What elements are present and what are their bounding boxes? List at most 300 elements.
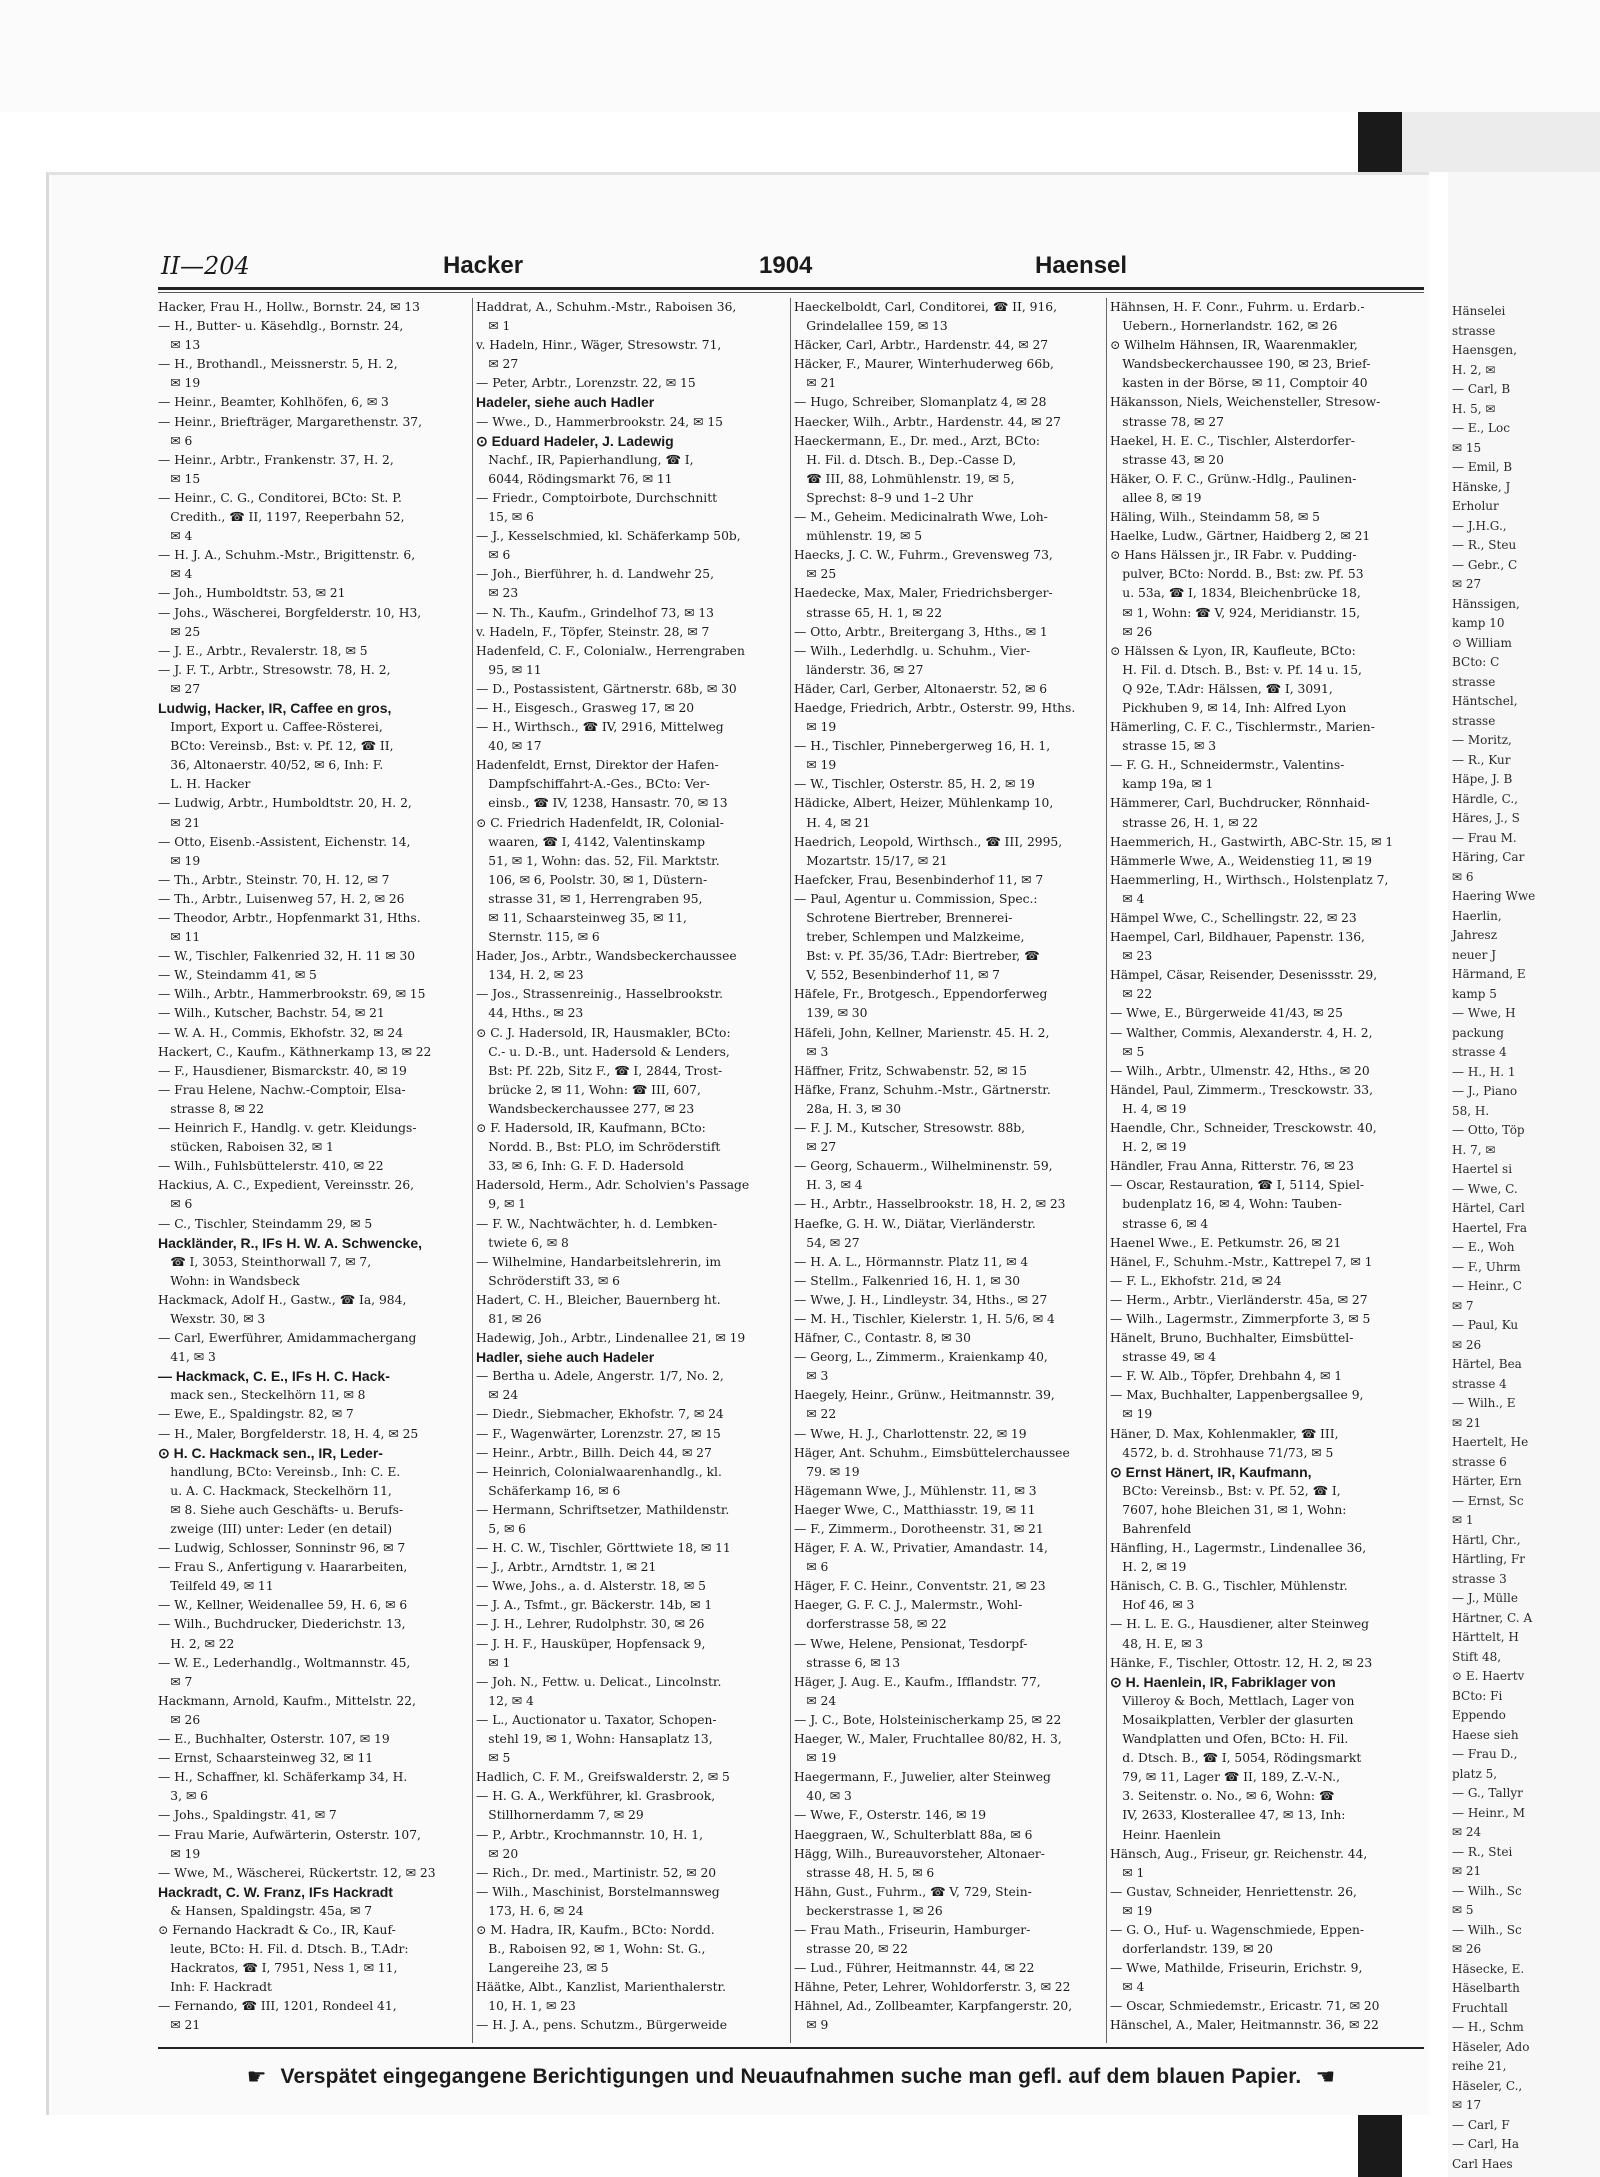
directory-entry-line: 48, H. E, ✉ 3: [1110, 1636, 1204, 1651]
directory-entry-line: Bst: Pf. 22b, Sitz F., ☎ I, 2844, Trost-: [476, 1063, 723, 1078]
directory-entry-line: mack sen., Steckelhörn 11, ✉ 8: [158, 1388, 366, 1403]
directory-entry-line: — F. G. H., Schneidermstr., Valentins-: [1110, 758, 1345, 773]
facing-page-line: H. 5, ✉: [1452, 401, 1496, 416]
facing-page-line: ✉ 21: [1452, 1864, 1482, 1878]
facing-page-line: ⊙ E. Haertv: [1452, 1669, 1525, 1683]
directory-entry-line: — H. G. A., Werkführer, kl. Grasbrook,: [476, 1789, 716, 1804]
directory-entry-line: — Ludwig, Arbtr., Humboldtstr. 20, H. 2,: [158, 796, 412, 811]
facing-page-line: ✉ 7: [1452, 1298, 1474, 1313]
directory-entry-line: — Walther, Commis, Alexanderstr. 4, H. 2,: [1110, 1025, 1373, 1040]
directory-entry-line: ✉ 26: [1110, 624, 1153, 639]
directory-entry-line: — Wwe, M., Wäscherei, Rückertstr. 12, ✉ 23: [158, 1865, 436, 1880]
directory-entry-line: Häcker, F., Maurer, Winterhuderweg 66b,: [794, 357, 1054, 372]
directory-entry-line: ✉ 6: [794, 1560, 829, 1575]
directory-entry-line: — Georg, Schauerm., Wilhelminenstr. 59,: [794, 1159, 1053, 1174]
facing-page-fragment: [1448, 172, 1600, 2177]
directory-entry-line: 81, ✉ 26: [476, 1311, 542, 1326]
directory-entry-line: — Max, Buchhalter, Lappenbergsallee 9,: [1110, 1388, 1364, 1403]
directory-entry-line: — Heinrich, Colonialwaarenhandlg., kl.: [476, 1464, 722, 1479]
facing-page-line: Härtner, C. A: [1452, 1610, 1533, 1625]
directory-entry-line: Hadewig, Joh., Arbtr., Lindenallee 21, ✉ 19: [476, 1331, 746, 1346]
directory-entry-line: ⊙ F. Hadersold, IR, Kaufmann, BCto:: [476, 1121, 706, 1136]
facing-page-line: Stift 48,: [1452, 1649, 1502, 1664]
directory-entry-line: ✉ 21: [158, 815, 201, 830]
directory-entry-line: strasse 43, ✉ 20: [1110, 452, 1224, 467]
directory-entry-line: C.- u. D.-B., unt. Hadersold & Lenders,: [476, 1044, 730, 1059]
facing-page-line: — Wwe, C.: [1452, 1181, 1518, 1196]
directory-entry-line: 6044, Rödingsmarkt 76, ✉ 11: [476, 471, 673, 486]
facing-page-line: — J., Piano: [1452, 1084, 1518, 1098]
directory-entry-line: waaren, ☎ I, 4142, Valentinskamp: [476, 834, 706, 849]
directory-entry-line: 28a, H. 3, ✉ 30: [794, 1101, 902, 1116]
directory-entry-line: Hänfling, H., Lagermstr., Lindenallee 36,: [1110, 1541, 1367, 1556]
directory-entry-line: — Oscar, Restauration, ☎ I, 5114, Spiel-: [1110, 1178, 1365, 1193]
directory-entry-line: ✉ 3: [794, 1044, 829, 1059]
directory-entry-line: Hähne, Peter, Lehrer, Wohldorferstr. 3, ✉ 22: [794, 1980, 1071, 1995]
directory-entry-line: — Joh., Bierführer, h. d. Landwehr 25,: [476, 567, 714, 582]
directory-entry-line: ☎ III, 88, Lohmühlenstr. 19, ✉ 5,: [794, 471, 1015, 486]
directory-entry-line: ✉ 26: [158, 1712, 201, 1727]
directory-entry-line: ⊙ H. C. Hackmack sen., IR, Leder-: [158, 1444, 383, 1461]
directory-entry-line: — H. A. L., Hörmannstr. Platz 11, ✉ 4: [794, 1254, 1029, 1269]
directory-entry-line: 3, ✉ 6: [158, 1789, 208, 1804]
directory-entry-line: Hägemann Wwe, J., Mühlenstr. 11, ✉ 3: [794, 1483, 1037, 1498]
directory-entry-line: Häkansson, Niels, Weichensteller, Stresow-: [1110, 395, 1381, 410]
header-rule-thin: [158, 292, 1424, 293]
page-number: II—204: [161, 252, 250, 280]
facing-page-line: — Moritz,: [1452, 733, 1512, 747]
entry-columns: [158, 298, 1424, 2038]
facing-page-line: Häntschel,: [1452, 694, 1518, 708]
directory-entry-line: IV, 2633, Klosterallee 47, ✉ 13, Inh:: [1110, 1808, 1346, 1823]
facing-page-line: — Carl, F: [1452, 2117, 1510, 2132]
facing-page-line: Hänssigen,: [1452, 596, 1520, 611]
directory-entry-line: — Paul, Agentur u. Commission, Spec.:: [794, 891, 1038, 906]
directory-entry-line: Hackratos, ☎ I, 7951, Ness 1, ✉ 11,: [158, 1961, 398, 1976]
directory-entry-line: — Otto, Eisenb.-Assistent, Eichenstr. 14,: [158, 834, 411, 849]
directory-entry-line: Häder, Carl, Gerber, Altonaerstr. 52, ✉ 6: [794, 681, 1048, 696]
facing-page-line: strasse: [1452, 323, 1496, 338]
directory-entry-line: — H., Tischler, Pinnebergerweg 16, H. 1,: [794, 739, 1051, 754]
directory-entry-line: BCto: Vereinsb., Bst: v. Pf. 12, ☎ II,: [158, 739, 394, 754]
directory-entry-line: ✉ 19: [1110, 1407, 1153, 1422]
directory-entry-line: — Otto, Arbtr., Breitergang 3, Hths., ✉ 1: [794, 624, 1048, 639]
directory-entry-line: H. 2, ✉ 22: [158, 1636, 235, 1651]
directory-entry-line: — Friedr., Comptoirbote, Durchschnitt: [476, 490, 718, 505]
directory-entry-line: — Wwe., D., Hammerbrookstr. 24, ✉ 15: [476, 414, 723, 429]
facing-page-line: ✉ 1: [1452, 1513, 1474, 1527]
directory-entry-line: Hänke, F., Tischler, Ottostr. 12, H. 2, ✉ 23: [1110, 1655, 1373, 1670]
directory-entry-line: stehl 19, ✉ 1, Wohn: Hansaplatz 13,: [476, 1732, 713, 1747]
directory-entry-line: ✉ 5: [1110, 1044, 1145, 1059]
column-separator: [1106, 298, 1107, 2043]
directory-entry-line: ⊙ Eduard Hadeler, J. Ladewig: [476, 432, 674, 449]
facing-page-line: Haerlin,: [1452, 908, 1502, 923]
directory-entry-line: — Frau Marie, Aufwärterin, Osterstr. 107,: [158, 1827, 421, 1842]
directory-entry-line: strasse 8, ✉ 22: [158, 1101, 265, 1116]
directory-entry-line: Haeggraen, W., Schulterblatt 88a, ✉ 6: [794, 1827, 1033, 1842]
facing-page-line: Häseler, C.,: [1452, 2078, 1523, 2093]
directory-entry-line: Langereihe 23, ✉ 5: [476, 1961, 609, 1976]
directory-entry-line: [158, 2036, 466, 2038]
directory-entry-line: 7607, hohe Bleichen 31, ✉ 1, Wohn:: [1110, 1502, 1347, 1517]
directory-entry-line: — Wilh., Lederhdlg. u. Schuhm., Vier-: [794, 643, 1031, 658]
directory-entry-line: budenplatz 16, ✉ 4, Wohn: Tauben-: [1110, 1197, 1342, 1212]
facing-page-line: H. 2, ✉: [1452, 362, 1496, 377]
directory-entry-line: Hämpel Wwe, C., Schellingstr. 22, ✉ 23: [1110, 911, 1357, 925]
facing-page-line: — J.H.G.,: [1452, 518, 1507, 533]
directory-entry-line: Teilfeld 49, ✉ 11: [158, 1579, 274, 1594]
facing-page-line: — Frau M.: [1452, 830, 1517, 845]
directory-entry-line: ✉ 20: [476, 1846, 519, 1861]
directory-entry-line: Häner, D. Max, Kohlenmakler, ☎ III,: [1110, 1426, 1339, 1441]
directory-entry-line: — E., Buchhalter, Osterstr. 107, ✉ 19: [158, 1732, 390, 1747]
facing-page-line: Haertel, Fra: [1452, 1220, 1528, 1235]
directory-entry-line: ✉ 4: [158, 567, 193, 582]
facing-page-line: — Wilh., Sc: [1452, 1922, 1522, 1937]
directory-entry-line: Hader, Jos., Arbtr., Wandsbeckerchaussee: [476, 949, 737, 964]
directory-entry-line: handlung, BCto: Vereinsb., Inh: C. E.: [158, 1464, 401, 1479]
facing-page-line: Härtel, Carl: [1452, 1201, 1525, 1215]
facing-page-line: strasse 4: [1452, 1376, 1507, 1391]
directory-entry-line: — J. F. T., Arbtr., Stresowstr. 78, H. 2,: [158, 662, 391, 677]
directory-entry-line: ✉ 24: [476, 1388, 519, 1403]
directory-entry-line: Häätke, Albt., Kanzlist, Marienthalerstr.: [476, 1980, 726, 1995]
directory-entry-line: Hadersold, Herm., Adr. Scholvien's Passage: [476, 1178, 750, 1193]
facing-page-text: [1448, 172, 1600, 2177]
directory-entry-line: Haefke, G. H. W., Diätar, Vierländerstr.: [794, 1216, 1036, 1231]
directory-entry-line: 36, Altonaerstr. 40/52, ✉ 6, Inh: F.: [158, 758, 384, 773]
directory-entry-line: Haempel, Carl, Bildhauer, Papenstr. 136,: [1110, 930, 1365, 945]
directory-entry-line: V, 552, Besenbinderhof 11, ✉ 7: [794, 968, 1000, 983]
directory-entry-line: u. 53a, ☎ I, 1834, Bleichenbrücke 18,: [1110, 586, 1361, 601]
directory-entry-line: 79, ✉ 11, Lager ☎ II, 189, Z.-V.-N.,: [1110, 1770, 1341, 1785]
directory-entry-line: ☎ I, 3053, Steinthorwall 7, ✉ 7,: [158, 1254, 372, 1269]
pointing-hand-icon: ☚: [1315, 2064, 1336, 2090]
facing-page-line: strasse 4: [1452, 1045, 1507, 1059]
directory-entry-line: — Carl, Ewerführer, Amidammachergang: [158, 1331, 417, 1346]
directory-entry-line: — H., Arbtr., Hasselbrookstr. 18, H. 2, ✉ 23: [794, 1197, 1066, 1212]
directory-entry-line: ✉ 6: [158, 1197, 193, 1212]
directory-entry-line: ✉ 23: [1110, 949, 1153, 964]
directory-entry-line: stücken, Raboisen 32, ✉ 1: [158, 1140, 334, 1155]
directory-entry-line: 44, Hths., ✉ 23: [476, 1006, 584, 1021]
directory-entry-line: strasse 48, H. 5, ✉ 6: [794, 1865, 935, 1880]
directory-entry-line: — Ernst, Schaarsteinweg 32, ✉ 11: [158, 1751, 374, 1766]
directory-entry-line: — H. L. E. G., Hausdiener, alter Steinweg: [1110, 1617, 1369, 1632]
directory-entry-line: — Heinr., C. G., Conditorei, BCto: St. P.: [158, 490, 402, 505]
directory-entry-line: strasse 31, ✉ 1, Herrengraben 95,: [476, 891, 703, 906]
directory-entry-line: — Th., Arbtr., Luisenweg 57, H. 2, ✉ 26: [158, 891, 405, 906]
scan-margin-top: [0, 0, 1600, 112]
facing-page-line: — H., H. 1: [1452, 1064, 1516, 1079]
directory-entry-line: H. 2, ✉ 19: [1110, 1560, 1187, 1575]
directory-entry-line: Hägg, Wilh., Bureauvorsteher, Altonaer-: [794, 1846, 1045, 1861]
column-1: [158, 298, 466, 2038]
directory-entry-line: 9, ✉ 1: [476, 1197, 526, 1212]
directory-entry-line: 134, H. 2, ✉ 23: [476, 968, 584, 983]
directory-entry-line: — M., Geheim. Medicinalrath Wwe, Loh-: [794, 510, 1048, 525]
directory-entry-line: — J. E., Arbtr., Revalerstr. 18, ✉ 5: [158, 643, 368, 658]
directory-entry-line: — Herm., Arbtr., Vierländerstr. 45a, ✉ 27: [1110, 1292, 1368, 1307]
directory-entry-line: Wandsbeckerchaussee 277, ✉ 23: [476, 1101, 695, 1116]
directory-entry-line: — Fernando, ☎ III, 1201, Rondeel 41,: [158, 1999, 397, 2014]
facing-page-line: Jahresz: [1452, 928, 1498, 942]
directory-entry-line: strasse 65, H. 1, ✉ 22: [794, 605, 943, 620]
directory-entry-line: Haedrich, Leopold, Wirthsch., ☎ III, 2995,: [794, 834, 1063, 849]
directory-entry-line: — Rich., Dr. med., Martinistr. 52, ✉ 20: [476, 1865, 717, 1880]
directory-entry-line: Häffner, Fritz, Schwabenstr. 52, ✉ 15: [794, 1063, 1027, 1078]
directory-entry-line: ✉ 3: [794, 1369, 829, 1384]
facing-page-line: Härtel, Bea: [1452, 1357, 1522, 1371]
directory-entry-line: — F. L., Ekhofstr. 21d, ✉ 24: [1110, 1273, 1282, 1288]
facing-page-line: Eppendo: [1452, 1708, 1506, 1722]
directory-entry-line: Ludwig, Hacker, IR, Caffee en gros,: [158, 699, 392, 716]
directory-entry-line: Haeckelboldt, Carl, Conditorei, ☎ II, 916,: [794, 300, 1058, 314]
facing-page-line: Härttelt, H: [1452, 1630, 1519, 1644]
directory-entry-line: ✉ 4: [1110, 891, 1145, 906]
facing-page-line: — Otto, Töp: [1452, 1123, 1525, 1137]
directory-entry-line: 5, ✉ 6: [476, 1522, 526, 1536]
directory-entry-line: — Bertha u. Adele, Angerstr. 1/7, No. 2,: [476, 1369, 724, 1384]
directory-entry-line: pulver, BCto: Nordd. B., Bst: zw. Pf. 53: [1110, 567, 1364, 582]
directory-entry-line: Haenel Wwe., E. Petkumstr. 26, ✉ 21: [1110, 1235, 1342, 1250]
directory-entry-line: — Wilh., Maschinist, Borstelmannsweg: [476, 1884, 720, 1899]
facing-page-line: Häseler, Ado: [1452, 2039, 1530, 2054]
directory-entry-line: ⊙ Ernst Hänert, IR, Kaufmann,: [1110, 1463, 1312, 1480]
directory-entry-line: — W., Tischler, Osterstr. 85, H. 2, ✉ 19: [794, 777, 1035, 792]
directory-entry-line: Händler, Frau Anna, Ritterstr. 76, ✉ 23: [1110, 1159, 1354, 1174]
directory-entry-line: — Johs., Spaldingstr. 41, ✉ 7: [158, 1808, 337, 1823]
facing-page-line: kamp 10: [1452, 616, 1505, 630]
facing-page-line: H. 7, ✉: [1452, 1142, 1496, 1157]
directory-entry-line: — F. W. Alb., Töpfer, Drehbahn 4, ✉ 1: [1110, 1369, 1343, 1384]
facing-page-line: Härmand, E: [1452, 967, 1526, 981]
directory-entry-line: Haeger, W., Maler, Fruchtallee 80/82, H. 3,: [794, 1732, 1062, 1747]
directory-entry-line: — C., Tischler, Steindamm 29, ✉ 5: [158, 1216, 373, 1231]
directory-entry-line: Häfeli, John, Kellner, Marienstr. 45. H. 2,: [794, 1025, 1050, 1040]
directory-entry-line: ✉ 6: [476, 548, 511, 563]
directory-entry-line: ✉ 25: [158, 624, 201, 639]
directory-entry-line: — F., Zimmerm., Dorotheenstr. 31, ✉ 21: [794, 1522, 1044, 1536]
facing-page-line: — G., Tallyr: [1452, 1786, 1523, 1800]
directory-entry-line: ✉ 19: [1110, 1903, 1153, 1918]
directory-entry-line: — Hermann, Schriftsetzer, Mathildenstr.: [476, 1502, 730, 1517]
directory-entry-line: — Ewe, E., Spaldingstr. 82, ✉ 7: [158, 1407, 354, 1422]
directory-entry-line: ✉ 27: [158, 681, 201, 696]
directory-entry-line: Haefcker, Frau, Besenbinderhof 11, ✉ 7: [794, 872, 1044, 887]
directory-entry-line: Q 92e, T.Adr: Hälssen, ☎ I, 3091,: [1110, 681, 1333, 696]
directory-entry-line: — Wwe, Mathilde, Friseurin, Erichstr. 9,: [1110, 1961, 1363, 1976]
column-3: [794, 298, 1102, 2038]
header-rule: [158, 287, 1424, 290]
directory-entry-line: Haecks, J. C. W., Fuhrm., Grevensweg 73,: [794, 548, 1053, 563]
directory-entry-line: länderstr. 36, ✉ 27: [794, 662, 924, 677]
directory-entry-line: Hadert, C. H., Bleicher, Bauernberg ht.: [476, 1292, 721, 1307]
directory-entry-line: & Hansen, Spaldingstr. 45a, ✉ 7: [158, 1903, 373, 1918]
directory-entry-line: Bst: v. Pf. 35/36, T.Adr: Biertreber, ☎: [794, 949, 1040, 964]
directory-entry-line: beckerstrasse 1, ✉ 26: [794, 1903, 943, 1918]
directory-entry-line: — Frau S., Anfertigung v. Haararbeiten,: [158, 1560, 408, 1575]
facing-page-line: ✉ 27: [1452, 577, 1482, 591]
directory-entry-line: Hänisch, C. B. G., Tischler, Mühlenstr.: [1110, 1579, 1348, 1594]
directory-entry-line: — Wilh., Fuhlsbüttelerstr. 410, ✉ 22: [158, 1159, 384, 1174]
directory-entry-line: Haemmerling, H., Wirthsch., Holstenplatz 7,: [1110, 872, 1389, 887]
facing-page-line: kamp 5: [1452, 986, 1497, 1001]
directory-entry-line: Hadeler, siehe auch Hadler: [476, 394, 655, 411]
directory-entry-line: 54, ✉ 27: [794, 1235, 860, 1250]
directory-entry-line: — J., Arbtr., Arndtstr. 1, ✉ 21: [476, 1560, 657, 1575]
directory-entry-line: Haelke, Ludw., Gärtner, Haidberg 2, ✉ 21: [1110, 529, 1371, 544]
facing-page-line: strasse: [1452, 674, 1496, 689]
directory-entry-line: dorferstrasse 58, ✉ 22: [794, 1617, 947, 1632]
directory-entry-line: — Ludwig, Schlosser, Sonninstr 96, ✉ 7: [158, 1541, 406, 1556]
facing-page-line: Häring, Car: [1452, 850, 1525, 864]
directory-entry-line: H. Fil. d. Dtsch. B., Dep.-Casse D,: [794, 452, 1017, 467]
directory-entry-line: Hadlich, C. F. M., Greifswalderstr. 2, ✉ 5: [476, 1770, 730, 1785]
directory-entry-line: — H., Schaffner, kl. Schäferkamp 34, H.: [158, 1770, 408, 1785]
directory-entry-line: — Wwe, Johs., a. d. Alsterstr. 18, ✉ 5: [476, 1579, 706, 1594]
directory-entry-line: 40, ✉ 3: [794, 1789, 852, 1804]
directory-entry-line: Haedge, Friedrich, Arbtr., Osterstr. 99, Hths.: [794, 700, 1076, 715]
directory-entry-line: — Heinr., Arbtr., Frankenstr. 37, H. 2,: [158, 452, 394, 467]
directory-entry-line: Hadenfeld, C. F., Colonialw., Herrengraben: [476, 643, 745, 658]
directory-entry-line: Häger, F. A. W., Privatier, Amandastr. 14,: [794, 1541, 1048, 1556]
facing-page-line: — R., Stei: [1452, 1844, 1513, 1859]
directory-entry-line: ✉ 8. Siehe auch Geschäfts- u. Berufs-: [158, 1502, 404, 1517]
facing-page-line: — H., Schm: [1452, 2020, 1524, 2034]
facing-page-line: BCto: C: [1452, 655, 1500, 669]
footer-text: Verspätet eingegangene Berichtigungen und Neuaufnahmen suche man gefl. auf dem blauen Papier.: [280, 2065, 1302, 2088]
directory-entry-line: allee 8, ✉ 19: [1110, 490, 1202, 505]
directory-entry-line: Häker, O. F. C., Grünw.-Hdlg., Paulinen-: [1110, 471, 1357, 486]
directory-entry-line: Wandplatten und Ofen, BCto: H. Fil.: [1110, 1732, 1349, 1747]
directory-entry-line: Sternstr. 115, ✉ 6: [476, 930, 600, 945]
facing-page-line: — Wwe, H: [1452, 1006, 1516, 1020]
facing-page-line: — F., Uhrm: [1452, 1259, 1521, 1274]
directory-entry-line: 79. ✉ 19: [794, 1464, 860, 1479]
directory-entry-line: — F., Wagenwärter, Lorenzstr. 27, ✉ 15: [476, 1426, 721, 1441]
directory-entry-line: — Wilh., Kutscher, Bachstr. 54, ✉ 21: [158, 1006, 385, 1021]
directory-entry-line: Haendle, Chr., Schneider, Tresckowstr. 40,: [1110, 1121, 1377, 1136]
facing-page-line: — Carl, Ha: [1452, 2137, 1519, 2151]
directory-entry-line: 33, ✉ 6, Inh: G. F. D. Hadersold: [476, 1159, 684, 1174]
directory-entry-line: ✉ 6: [158, 433, 193, 448]
facing-page-line: strasse: [1452, 713, 1496, 728]
directory-entry-line: Häling, Wilh., Steindamm 58, ✉ 5: [1110, 510, 1320, 525]
directory-entry-line: Häfner, C., Contastr. 8, ✉ 30: [794, 1331, 971, 1346]
directory-entry-line: — H. J. A., Schuhm.-Mstr., Brigittenstr. 6,: [158, 548, 416, 563]
directory-entry-line: strasse 26, H. 1, ✉ 22: [1110, 815, 1259, 830]
directory-entry-line: ⊙ Hans Hälssen jr., IR Fabr. v. Pudding-: [1110, 548, 1357, 563]
directory-entry-line: ✉ 19: [794, 1751, 837, 1766]
facing-page-line: platz 5,: [1452, 1766, 1498, 1781]
facing-page-line: — Paul, Ku: [1452, 1318, 1519, 1332]
directory-entry-line: brücke 2, ✉ 11, Wohn: ☎ III, 607,: [476, 1082, 701, 1097]
directory-entry-line: — Hackmack, C. E., IFs H. C. Hack-: [158, 1368, 390, 1385]
facing-page-line: Erholur: [1452, 499, 1499, 513]
directory-entry-line: Haddrat, A., Schuhm.-Mstr., Raboisen 36,: [476, 300, 737, 314]
directory-entry-line: ✉ 27: [476, 357, 519, 372]
directory-entry-line: — Heinrich F., Handlg. v. getr. Kleidungs-: [158, 1121, 417, 1136]
facing-page-line: ✉ 21: [1452, 1415, 1482, 1430]
directory-entry-line: Wandsbeckerchaussee 190, ✉ 23, Brief-: [1110, 357, 1371, 372]
directory-entry-line: Händel, Paul, Zimmerm., Tresckowstr. 33,: [1110, 1082, 1374, 1097]
facing-page-line: — J., Mülle: [1452, 1591, 1518, 1605]
column-4: [1110, 298, 1424, 2038]
facing-page-line: ✉ 15: [1452, 440, 1482, 455]
facing-page-line: — Heinr., M: [1452, 1805, 1526, 1820]
directory-entry-line: 95, ✉ 11: [476, 662, 542, 677]
facing-page-line: — E., Woh: [1452, 1240, 1515, 1254]
footer-notice: [158, 2057, 1424, 2097]
facing-page-line: Häres, J., S: [1452, 811, 1520, 825]
directory-entry-line: Hähnel, Ad., Zollbeamter, Karpfangerstr. 20,: [794, 1999, 1073, 2014]
facing-page-line: strasse 3: [1452, 1571, 1507, 1586]
directory-entry-line: Hackländer, R., IFs H. W. A. Schwencke,: [158, 1234, 423, 1251]
directory-entry-line: H. Fil. d. Dtsch. B., Bst: v. Pf. 14 u. 15,: [1110, 662, 1362, 677]
directory-year: 1904: [759, 252, 813, 279]
facing-page-line: ✉ 26: [1452, 1337, 1482, 1352]
directory-entry-line: ✉ 1, Wohn: ☎ V, 924, Meridianstr. 15,: [1110, 605, 1361, 620]
directory-entry-line: — Theodor, Arbtr., Hopfenmarkt 31, Hths.: [158, 911, 421, 925]
directory-entry-line: strasse 49, ✉ 4: [1110, 1350, 1217, 1365]
directory-entry-line: — F. W., Nachtwächter, h. d. Lembken-: [476, 1216, 718, 1231]
directory-entry-line: 106, ✉ 6, Poolstr. 30, ✉ 1, Düstern-: [476, 872, 708, 887]
directory-entry-line: Schrotene Biertreber, Brennerei-: [794, 911, 1013, 925]
directory-entry-line: 40, ✉ 17: [476, 739, 542, 754]
directory-entry-line: Hackert, C., Kaufm., Käthnerkamp 13, ✉ 22: [158, 1044, 432, 1059]
directory-entry-line: ⊙ Hälssen & Lyon, IR, Kaufleute, BCto:: [1110, 643, 1356, 658]
directory-entry-line: ✉ 22: [794, 1407, 837, 1422]
directory-entry-line: — W., Kellner, Weidenallee 59, H. 6, ✉ 6: [158, 1598, 408, 1613]
directory-entry-line: — M. H., Tischler, Kielerstr. 1, H. 5/6, ✉ 4: [794, 1311, 1055, 1326]
directory-entry-line: ⊙ C. Friedrich Hadenfeldt, IR, Colonial-: [476, 815, 724, 830]
directory-entry-line: Credith., ☎ II, 1197, Reeperbahn 52,: [158, 510, 405, 525]
directory-entry-line: ✉ 23: [476, 586, 519, 601]
directory-entry-line: Haeckermann, E., Dr. med., Arzt, BCto:: [794, 433, 1041, 448]
directory-entry-line: Schröderstift 33, ✉ 6: [476, 1273, 620, 1288]
directory-entry-line: Hänsch, Aug., Friseur, gr. Reichenstr. 44,: [1110, 1846, 1368, 1861]
directory-entry-line: ✉ 1: [1110, 1865, 1145, 1880]
facing-page-line: — Wilh., E: [1452, 1396, 1516, 1410]
column-separator: [472, 298, 473, 2043]
directory-entry-line: Sprechst: 8–9 und 1–2 Uhr: [794, 490, 974, 505]
directory-entry-line: ✉ 22: [1110, 987, 1153, 1002]
directory-entry-line: — Joh., Humboldtstr. 53, ✉ 21: [158, 586, 346, 601]
directory-entry-line: — W. E., Lederhandlg., Woltmannstr. 45,: [158, 1655, 411, 1670]
directory-entry-line: — Wwe, J. H., Lindleystr. 34, Hths., ✉ 27: [794, 1292, 1048, 1307]
directory-entry-line: — Wwe, E., Bürgerweide 41/43, ✉ 25: [1110, 1006, 1343, 1021]
directory-entry-line: — Heinr., Beamter, Kohlhöfen, 6, ✉ 3: [158, 395, 389, 410]
facing-page-line: Haensgen,: [1452, 343, 1517, 357]
facing-page-line: Häselbarth: [1452, 1981, 1520, 1995]
directory-entry-line: — Joh. N., Fettw. u. Delicat., Lincolnstr.: [476, 1674, 722, 1689]
directory-entry-line: — D., Postassistent, Gärtnerstr. 68b, ✉ 30: [476, 681, 737, 696]
directory-entry-line: 3. Seitenstr. o. No., ✉ 6, Wohn: ☎: [1110, 1789, 1335, 1804]
directory-entry-line: Wohn: in Wandsbeck: [158, 1273, 300, 1288]
directory-entry-line: Uebern., Hornerlandstr. 162, ✉ 26: [1110, 319, 1338, 334]
directory-entry-line: Haegely, Heinr., Grünw., Heitmannstr. 39,: [794, 1388, 1055, 1403]
facing-page-line: Haertelt, He: [1452, 1435, 1529, 1449]
directory-entry-line: ✉ 5: [476, 1751, 511, 1766]
facing-page-line: BCto: Fi: [1452, 1688, 1503, 1703]
directory-entry-line: Häfke, Franz, Schuhm.-Mstr., Gärtnerstr.: [794, 1082, 1051, 1097]
directory-entry-line: 51, ✉ 1, Wohn: das. 52, Fil. Marktstr.: [476, 853, 720, 868]
directory-entry-line: — Peter, Arbtr., Lorenzstr. 22, ✉ 15: [476, 376, 696, 391]
facing-page-line: Härter, Ern: [1452, 1474, 1522, 1488]
directory-entry-line: — J. A., Tsfmt., gr. Bäckerstr. 14b, ✉ 1: [476, 1598, 713, 1613]
